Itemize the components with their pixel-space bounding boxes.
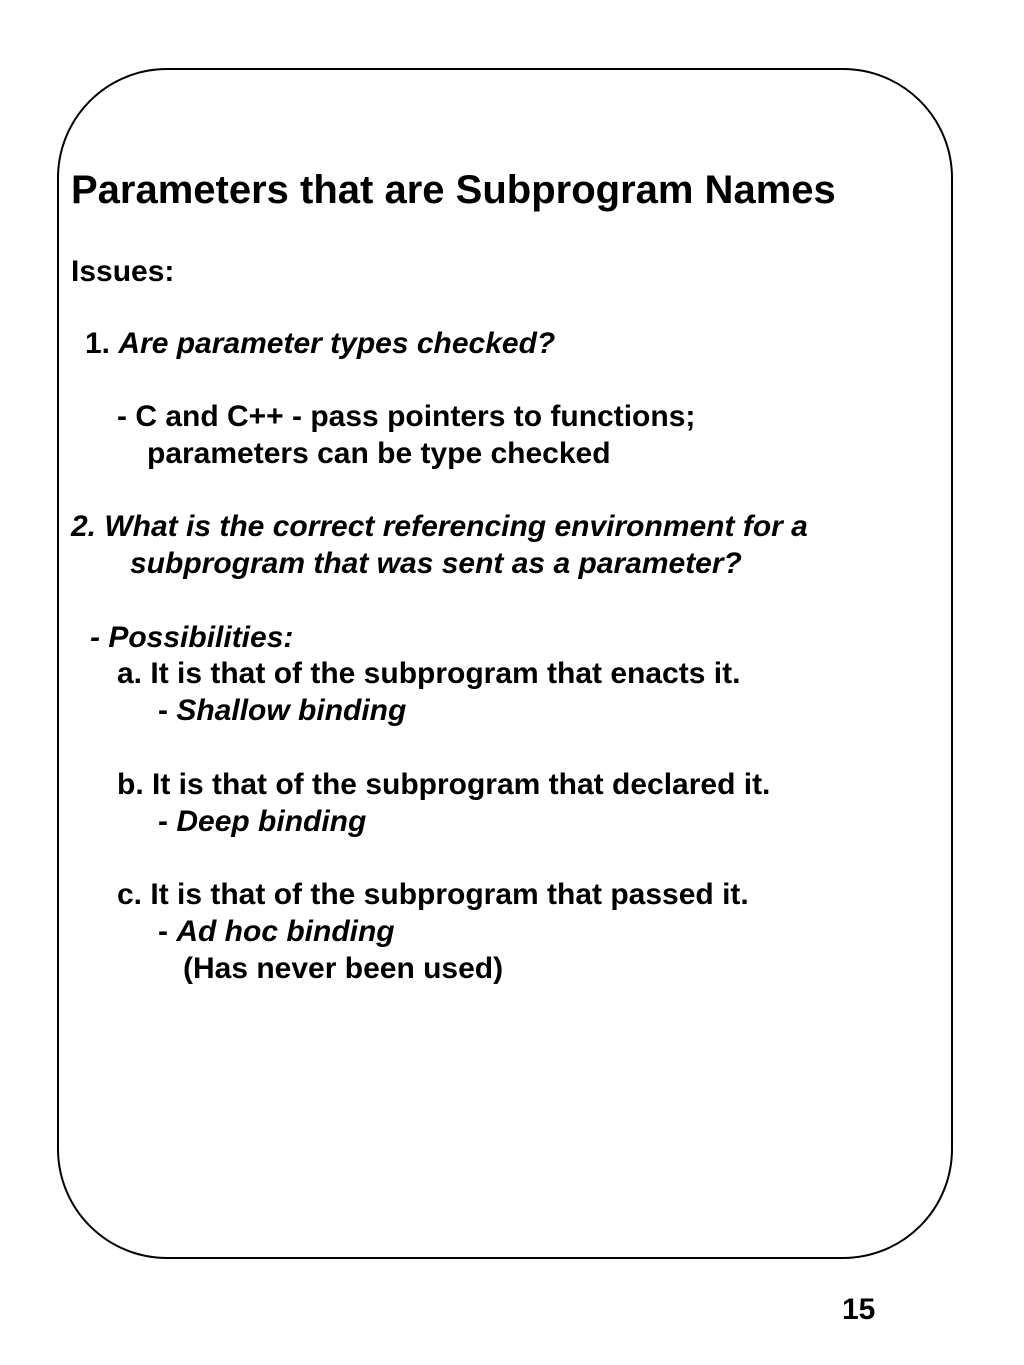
possibility-c-binding xyxy=(158,914,395,950)
possibility-b: b. It is that of the subprogram that declared it. xyxy=(117,768,771,801)
shallow-binding: Shallow binding xyxy=(176,694,407,727)
deep-binding: Deep binding xyxy=(176,805,367,838)
possibility-b-dash: - xyxy=(158,805,168,838)
possibility-a: a. It is that of the subprogram that enacts it. xyxy=(117,657,741,690)
possibility-b-binding xyxy=(158,804,366,840)
possibility-a-binding xyxy=(158,693,406,729)
issue-1 xyxy=(85,326,555,362)
possibility-a-dash: - xyxy=(158,694,168,727)
issue-2-line-2: subprogram that was sent as a parameter? xyxy=(130,547,742,580)
issue-1-question: Are parameter types checked? xyxy=(118,327,556,360)
issues-label: Issues: xyxy=(71,255,175,288)
possibilities-label: - Possibilities: xyxy=(90,621,294,654)
ad-hoc-note: (Has never been used) xyxy=(183,952,504,985)
c-note-line-2: parameters can be type checked xyxy=(147,437,611,470)
slide-title: Parameters that are Subprogram Names xyxy=(71,168,836,212)
ad-hoc-binding: Ad hoc binding xyxy=(176,915,395,948)
issue-1-number: 1. xyxy=(85,327,111,360)
issue-2-line-1: 2. What is the correct referencing environment for a xyxy=(71,510,808,543)
possibility-c-dash: - xyxy=(158,915,168,948)
possibility-c: c. It is that of the subprogram that passed it. xyxy=(117,878,749,911)
c-note-line-1: - C and C++ - pass pointers to functions; xyxy=(117,400,696,433)
page-number: 15 xyxy=(842,1293,876,1326)
